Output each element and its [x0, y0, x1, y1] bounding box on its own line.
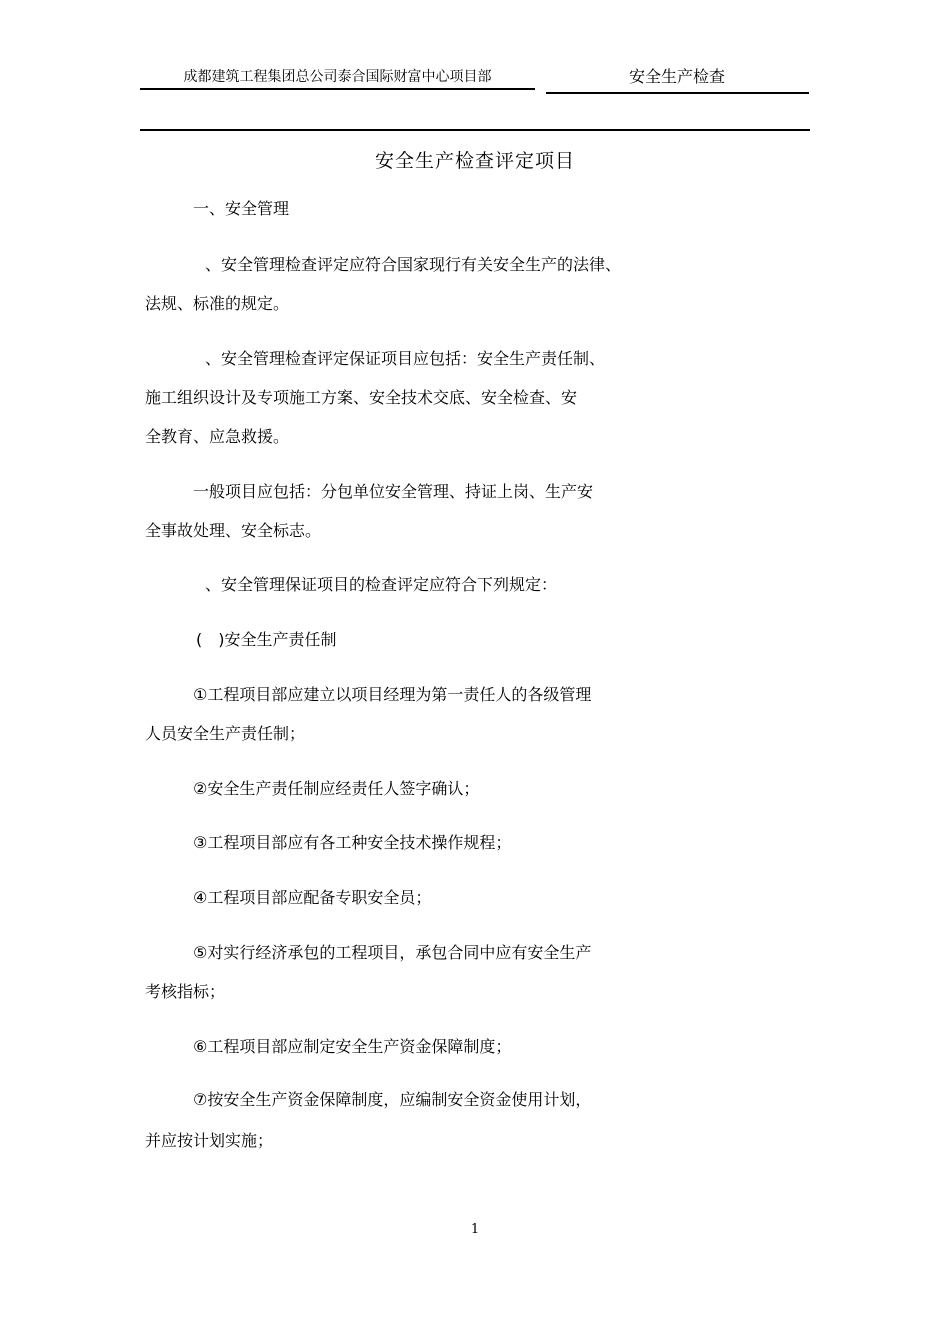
header-section-title: 安全生产检查	[628, 67, 725, 86]
paragraph-line: 、安全管理检查评定应符合国家现行有关安全生产的法律、	[205, 255, 622, 274]
list-item: ④工程项目部应配备专职安全员；	[193, 888, 432, 907]
paragraph-line: 、安全管理检查评定保证项目应包括：安全生产责任制、	[205, 349, 606, 368]
document-title: 安全生产检查评定项目	[374, 150, 575, 172]
header-organization: 成都建筑工程集团总公司泰合国际财富中心项目部	[183, 69, 492, 85]
paragraph-line: 施工组织设计及专项施工方案、安全技术交底、安全检查、安	[145, 388, 578, 407]
paragraph-line: 一般项目应包括：分包单位安全管理、持证上岗、生产安	[193, 482, 594, 501]
subsection-heading: ( )安全生产责任制	[196, 630, 337, 649]
list-item: ⑥工程项目部应制定安全生产资金保障制度；	[193, 1037, 512, 1056]
header-underline-left	[140, 88, 535, 90]
paragraph-line: 全教育、应急救援。	[145, 427, 290, 446]
list-item-continuation: 人员安全生产责任制；	[145, 724, 306, 743]
header-divider	[140, 129, 810, 131]
page-number: 1	[470, 1222, 480, 1237]
section-heading: 一、安全管理	[193, 199, 290, 218]
list-item: ①工程项目部应建立以项目经理为第一责任人的各级管理	[193, 685, 592, 704]
list-item: ⑦按安全生产资金保障制度，应编制安全资金使用计划，	[193, 1090, 592, 1109]
list-item-continuation: 考核指标；	[145, 982, 226, 1001]
list-item: ②安全生产责任制应经责任人签字确认；	[193, 779, 480, 798]
list-item: ⑤对实行经济承包的工程项目，承包合同中应有安全生产	[193, 943, 592, 962]
paragraph-line: 全事故处理、安全标志。	[145, 521, 322, 540]
paragraph-line: 、安全管理保证项目的检查评定应符合下列规定：	[205, 575, 558, 594]
list-item: ③工程项目部应有各工种安全技术操作规程；	[193, 833, 512, 852]
header-underline-right	[546, 92, 809, 94]
list-item-continuation: 并应按计划实施；	[145, 1131, 274, 1150]
paragraph-line: 法规、标准的规定。	[145, 294, 290, 313]
